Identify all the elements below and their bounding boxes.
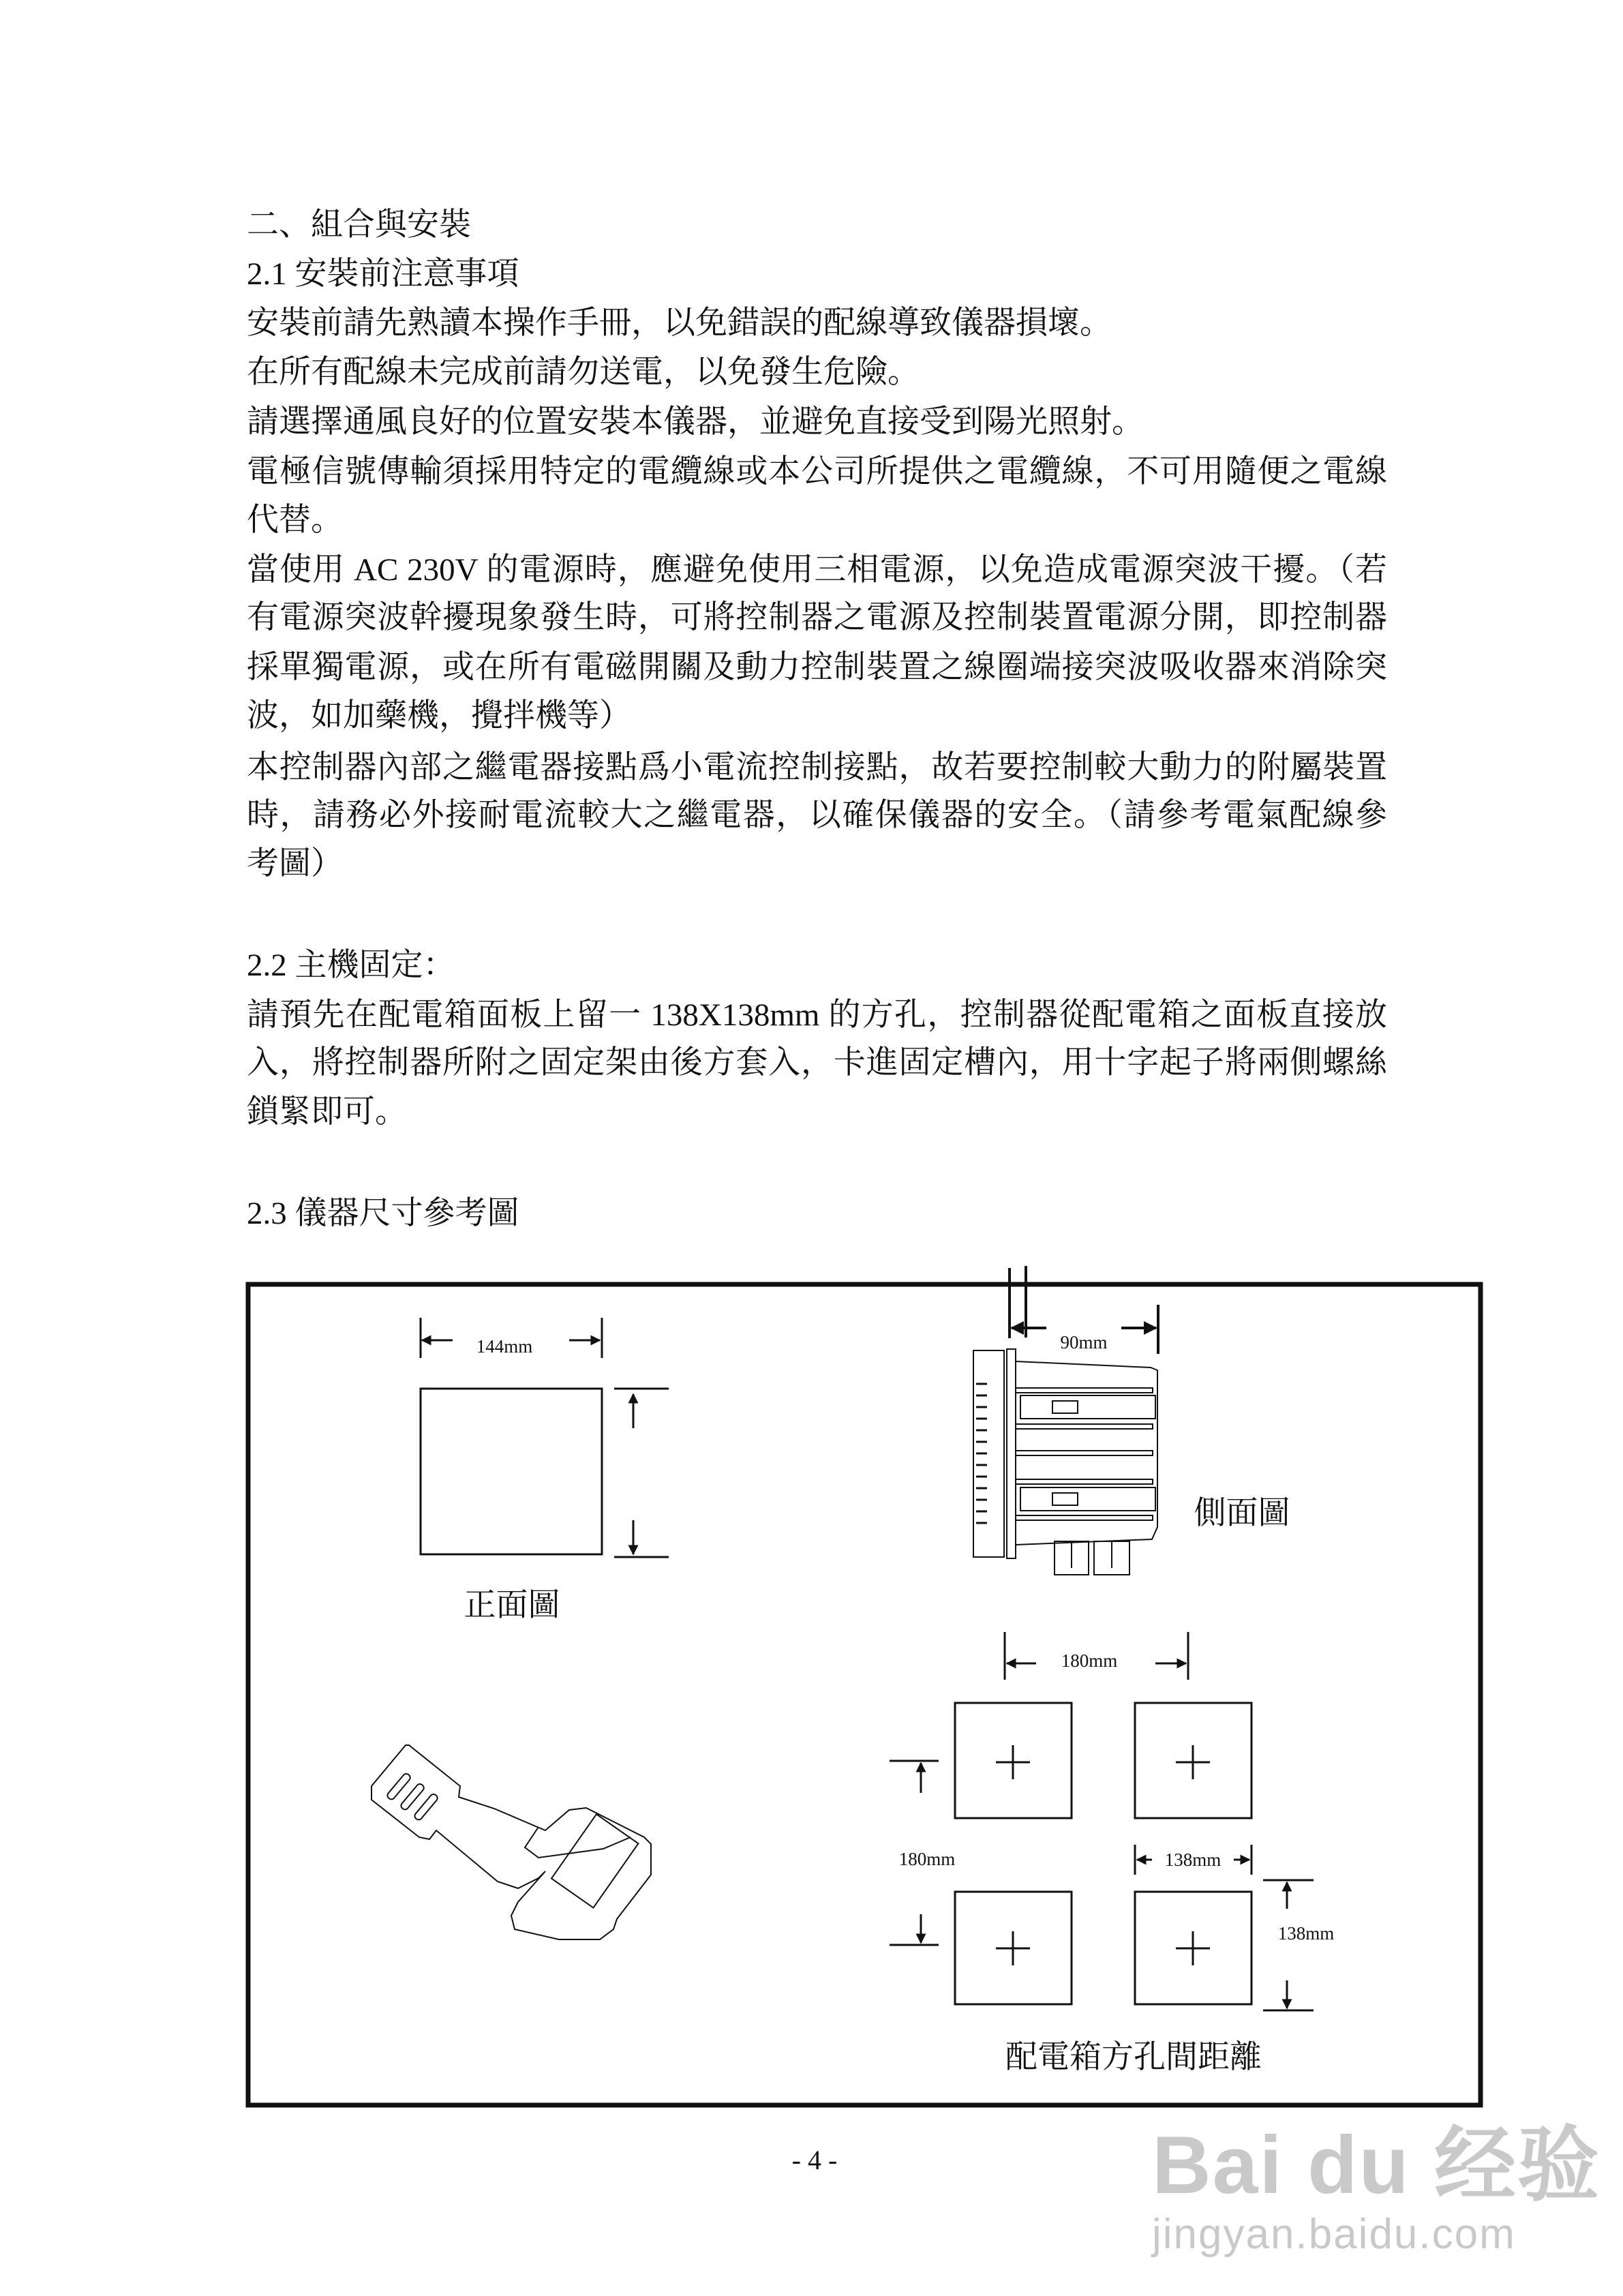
paragraph-line: 在所有配線未完成前請勿送電，以免發生危險。	[247, 354, 920, 390]
front-view	[421, 1318, 669, 1557]
side-view	[973, 1268, 1158, 1575]
panel-cutouts	[890, 1632, 1314, 2010]
hole-width-label: 138mm	[1164, 1849, 1222, 1870]
side-view-label: 側面圖	[1194, 1496, 1290, 1531]
paragraph-line: 鎖緊即可。	[247, 1094, 407, 1130]
paragraph-line: 代替。	[247, 502, 343, 538]
panel-spacing-label: 配電箱方孔間距離	[1005, 2040, 1262, 2075]
side-depth-label: 90mm	[1060, 1332, 1108, 1353]
mounting-bracket-illustration	[371, 1745, 651, 1939]
paragraph-line: 安裝前請先熟讀本操作手冊，以免錯誤的配線導致儀器損壞。	[247, 305, 1112, 341]
paragraph-line: 請預先在配電箱面板上留一 138X138mm 的方孔，控制器從配電箱之面板直接放	[247, 997, 1387, 1033]
paragraph-line: 電極信號傳輸須採用特定的電纜線或本公司所提供之電纜線，不可用隨便之電線	[247, 454, 1387, 489]
paragraph-line: 有電源突波幹擾現象發生時，可將控制器之電源及控制裝置電源分開，即控制器	[247, 600, 1387, 635]
paragraph-line: 波，如加藥機，攪拌機等）	[247, 698, 631, 734]
paragraph-line: 入，將控制器所附之固定架由後方套入，卡進固定槽內，用十字起子將兩側螺絲	[247, 1045, 1387, 1081]
paragraph-line: 本控制器內部之繼電器接點爲小電流控制接點，故若要控制較大動力的附屬裝置	[247, 750, 1387, 785]
watermark-url: jingyan.baidu.com	[1152, 2211, 1516, 2258]
hole-height-label: 138mm	[1277, 1923, 1335, 1944]
watermark-logo: Bai du 经验	[1152, 2119, 1601, 2211]
heading-2-1: 2.1 安裝前注意事項	[247, 256, 519, 292]
section-title: 二、組合與安裝	[247, 207, 471, 243]
diagram-frame	[248, 1284, 1481, 2105]
front-width-label: 144mm	[476, 1336, 533, 1357]
paragraph-line: 當使用 AC 230V 的電源時，應避免使用三相電源，以免造成電源突波干擾。（若	[247, 552, 1387, 588]
heading-2-3: 2.3 儀器尺寸參考圖	[247, 1196, 519, 1231]
paragraph-line: 採單獨電源，或在所有電磁開關及動力控制裝置之線圈端接突波吸收器來消除突	[247, 650, 1387, 685]
heading-2-2: 2.2 主機固定：	[247, 948, 455, 983]
spacing-h-label: 180mm	[1061, 1650, 1118, 1671]
baidu-watermark	[1152, 2100, 1601, 2259]
spacing-v-label: 180mm	[898, 1849, 956, 1869]
paragraph-line: 請選擇通風良好的位置安裝本儀器，並避免直接受到陽光照射。	[247, 404, 1144, 440]
paragraph-line: 考圖）	[247, 846, 343, 881]
paragraph-line: 時，請務必外接耐電流較大之繼電器，以確保儀器的安全。（請參考電氣配線參	[247, 798, 1387, 833]
page-number: - 4 -	[791, 2145, 838, 2175]
front-view-label: 正面圖	[464, 1588, 560, 1623]
